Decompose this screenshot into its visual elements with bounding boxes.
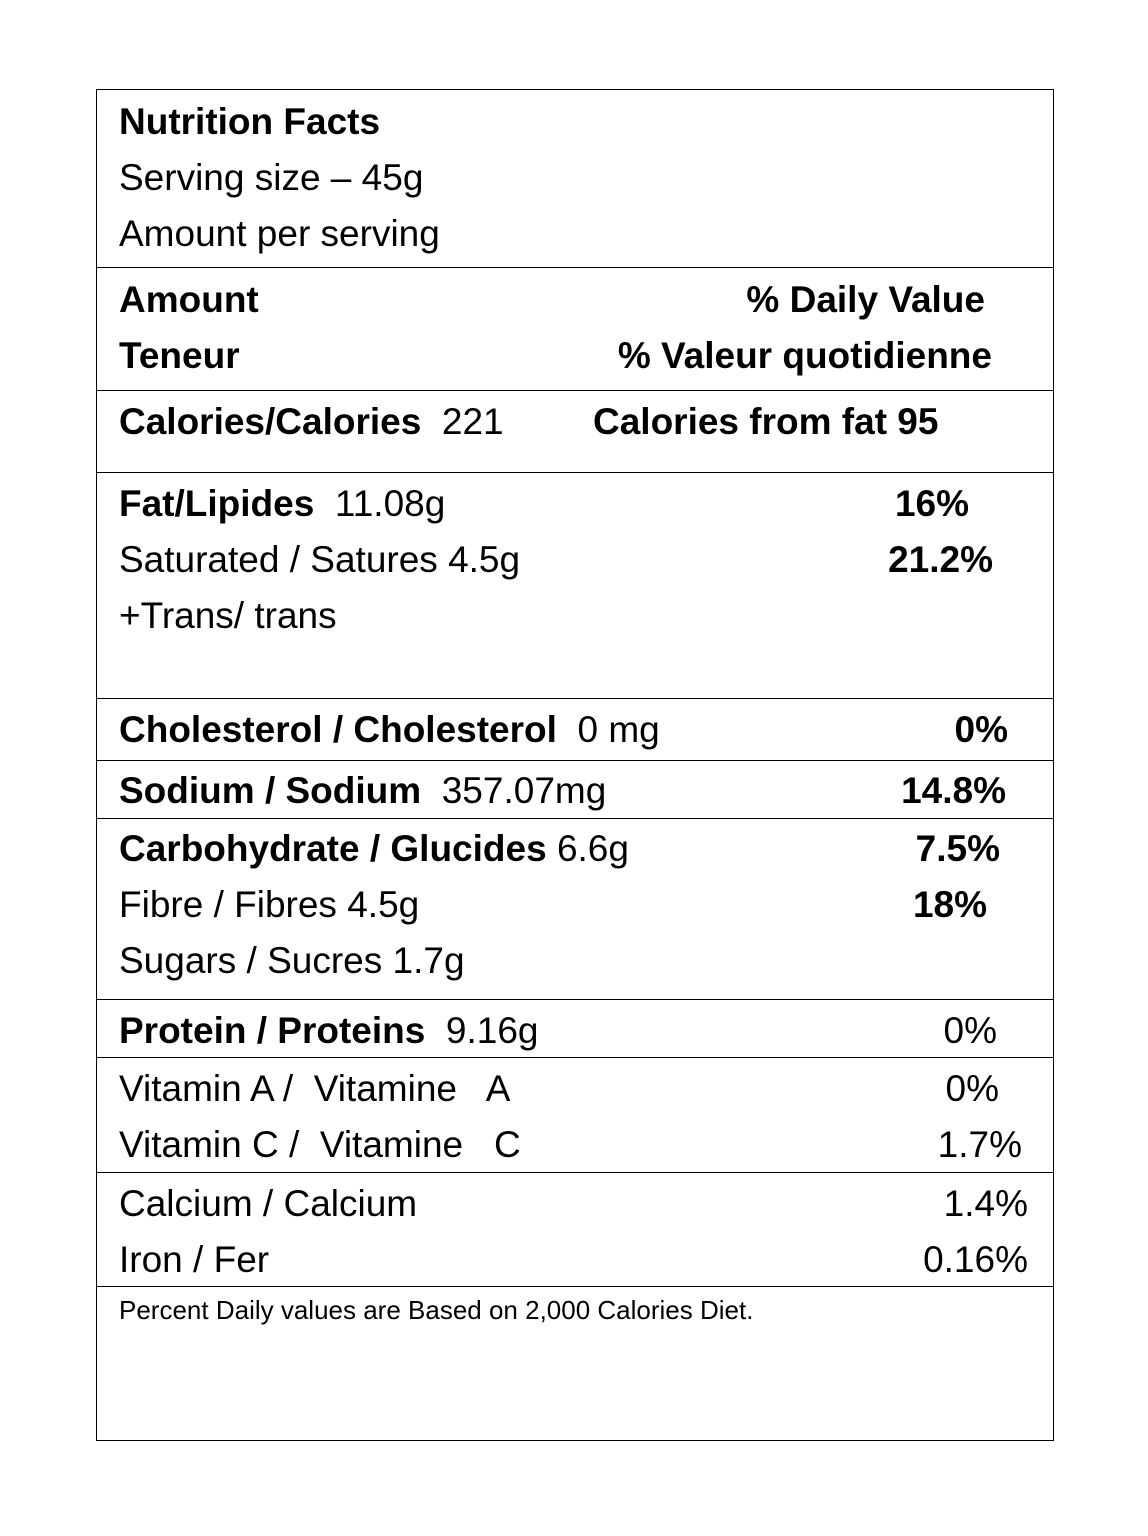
divider-fat: [97, 698, 1053, 699]
calcium: Calcium / Calcium: [119, 1183, 418, 1224]
vitamin-a-daily-value: 0%: [945, 1068, 999, 1109]
cholesterol-daily-value: 0%: [954, 709, 1008, 750]
fat-label: Fat/Lipides: [119, 483, 315, 524]
cholesterol-label: Cholesterol / Cholesterol: [119, 709, 557, 750]
fibre-daily-value: 18%: [912, 884, 987, 925]
calories-label: Calories/Calories: [119, 401, 422, 442]
saturated-fat: Saturated / Satures 4.5g: [119, 539, 521, 580]
fibre: Fibre / Fibres 4.5g: [119, 884, 420, 925]
vitamin-c-daily-value: 1.7%: [937, 1124, 1022, 1165]
sugars: Sugars / Sucres 1.7g: [119, 940, 465, 981]
sodium-daily-value: 14.8%: [901, 770, 1006, 811]
divider-minerals: [97, 1286, 1053, 1287]
protein-row: [119, 1012, 539, 1049]
carbohydrate-row: [119, 830, 629, 867]
fat-daily-value: 16%: [894, 483, 969, 524]
sodium-label: Sodium / Sodium: [119, 770, 422, 811]
divider-columns: [97, 390, 1053, 391]
calcium-daily-value: 1.4%: [943, 1183, 1028, 1224]
nutrition-facts-label: [96, 89, 1054, 1441]
label-title: Nutrition Facts: [119, 101, 381, 142]
carbohydrate-daily-value: 7.5%: [915, 828, 1000, 869]
iron-daily-value: 0.16%: [923, 1239, 1028, 1280]
divider-cholesterol: [97, 760, 1053, 761]
calories-from-fat: Calories from fat 95: [593, 401, 939, 442]
trans-fat: +Trans/ trans: [119, 595, 337, 636]
sodium-row: [119, 772, 606, 809]
column-amount-fr: Teneur: [119, 335, 240, 376]
cholesterol-value: 0 mg: [577, 709, 660, 750]
divider-protein: [97, 1057, 1053, 1058]
column-daily-value-fr: % Valeur quotidienne: [617, 335, 992, 376]
serving-size: Serving size – 45g: [119, 157, 424, 198]
carbohydrate-value: 6.6g: [556, 828, 629, 869]
calories-value: 221: [441, 401, 504, 442]
saturated-fat-daily-value: 21.2%: [888, 539, 993, 580]
iron: Iron / Fer: [119, 1239, 270, 1280]
amount-per-serving: Amount per serving: [119, 213, 440, 254]
protein-value: 9.16g: [445, 1010, 539, 1051]
calories-row: [119, 403, 504, 440]
carbohydrate-label: Carbohydrate / Glucides: [119, 828, 547, 869]
column-amount-en: Amount: [119, 279, 259, 320]
vitamin-c: Vitamin C / Vitamine C: [119, 1124, 521, 1165]
sodium-value: 357.07mg: [441, 770, 607, 811]
cholesterol-row: [119, 711, 660, 748]
fat-row: [119, 485, 445, 522]
footnote: Percent Daily values are Based on 2,000 Calories Diet.: [119, 1295, 754, 1325]
vitamin-a: Vitamin A / Vitamine A: [119, 1068, 511, 1109]
protein-daily-value: 0%: [943, 1010, 997, 1051]
divider-vitamins: [97, 1172, 1053, 1173]
divider-carbohydrate: [97, 999, 1053, 1000]
divider-header: [97, 267, 1053, 268]
divider-calories: [97, 472, 1053, 473]
fat-value: 11.08g: [334, 483, 446, 524]
divider-sodium: [97, 818, 1053, 819]
column-daily-value-en: % Daily Value: [746, 279, 985, 320]
protein-label: Protein / Proteins: [119, 1010, 426, 1051]
